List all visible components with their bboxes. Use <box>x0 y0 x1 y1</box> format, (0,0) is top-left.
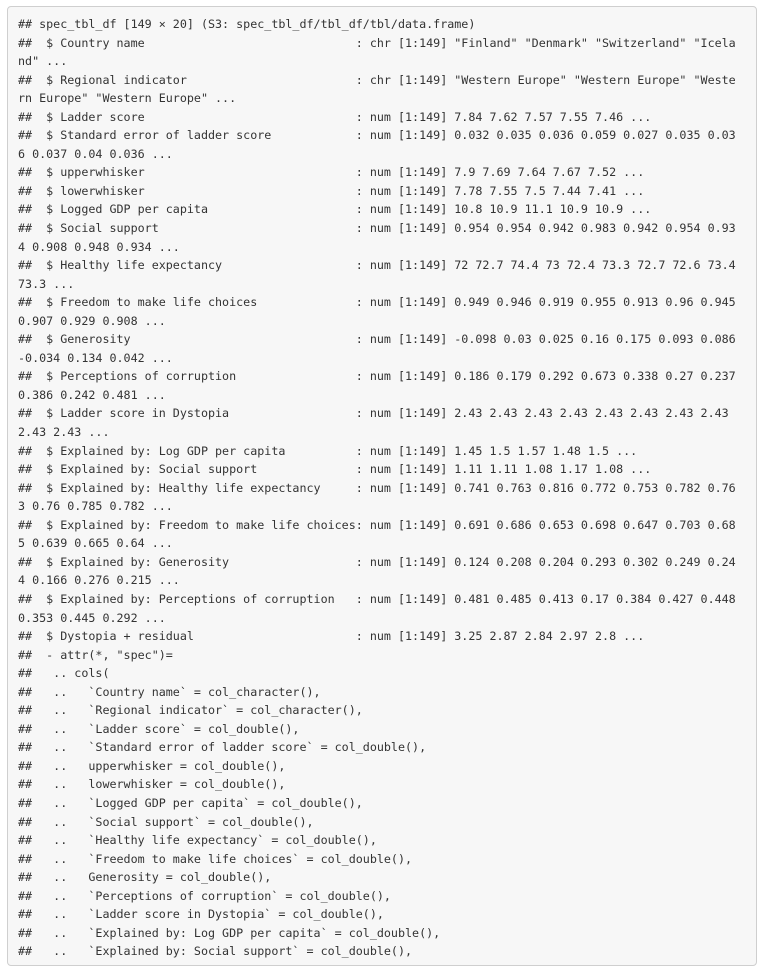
output-line: ## $ Country name : chr [1:149] "Finland" "Denmark" "Switzerland" "Icela <box>18 35 736 50</box>
output-line: ## $ Freedom to make life choices : num [1:149] 0.949 0.946 0.919 0.955 0.913 0.96 0.945 <box>18 295 736 310</box>
output-line: ## $ Ladder score : num [1:149] 7.84 7.62 7.57 7.55 7.46 ... <box>18 109 652 124</box>
output-line: ## $ Healthy life expectancy : num [1:149] 72 72.7 74.4 73 72.4 73.3 72.7 72.6 73.4 <box>18 258 736 273</box>
output-line: ## .. upperwhisker = col_double(), <box>18 758 286 773</box>
output-line: ## .. `Logged GDP per capita` = col_double(), <box>18 795 363 810</box>
output-line: ## $ Explained by: Log GDP per capita : num [1:149] 1.45 1.5 1.57 1.48 1.5 ... <box>18 443 638 458</box>
output-line: 6 0.037 0.04 0.036 ... <box>18 146 173 161</box>
output-line: 3 0.76 0.785 0.782 ... <box>18 499 173 514</box>
output-line: ## $ lowerwhisker : num [1:149] 7.78 7.55 7.5 7.44 7.41 ... <box>18 183 645 198</box>
output-line: ## $ Ladder score in Dystopia : num [1:149] 2.43 2.43 2.43 2.43 2.43 2.43 2.43 2.43 <box>18 406 729 421</box>
output-line: ## $ Explained by: Freedom to make life choices: num [1:149] 0.691 0.686 0.653 0.698 0.647 0.703 0.68 <box>18 517 736 532</box>
output-line: ## $ Explained by: Perceptions of corruption : num [1:149] 0.481 0.485 0.413 0.17 0.384 0.427 0.448 <box>18 591 736 606</box>
output-line: 5 0.639 0.665 0.64 ... <box>18 536 173 551</box>
output-line: ## $ Social support : num [1:149] 0.954 0.954 0.942 0.983 0.942 0.954 0.93 <box>18 221 736 236</box>
output-line: ## .. lowerwhisker = col_double(), <box>18 777 286 792</box>
output-line: ## $ Explained by: Generosity : num [1:149] 0.124 0.208 0.204 0.293 0.302 0.249 0.24 <box>18 554 736 569</box>
output-line: ## $ Explained by: Healthy life expectancy : num [1:149] 0.741 0.763 0.816 0.772 0.753 0.782 0.76 <box>18 480 736 495</box>
output-line: ## .. `Country name` = col_character(), <box>18 684 321 699</box>
output-line: 2.43 2.43 ... <box>18 425 110 440</box>
output-line: rn Europe" "Western Europe" ... <box>18 91 237 106</box>
output-line: ## .. `Standard error of ladder score` = col_double(), <box>18 740 427 755</box>
output-line: 0.386 0.242 0.481 ... <box>18 387 166 402</box>
output-line: 0.353 0.445 0.292 ... <box>18 610 166 625</box>
output-line: ## $ Regional indicator : chr [1:149] "Western Europe" "Western Europe" "Weste <box>18 72 736 87</box>
output-line: ## - attr(*, "spec")= <box>18 647 173 662</box>
output-line: ## $ Logged GDP per capita : num [1:149] 10.8 10.9 11.1 10.9 10.9 ... <box>18 202 652 217</box>
output-line: ## .. `Healthy life expectancy` = col_double(), <box>18 833 377 848</box>
output-line: ## $ upperwhisker : num [1:149] 7.9 7.69 7.64 7.67 7.52 ... <box>18 165 645 180</box>
output-line: ## .. `Explained by: Social support` = col_double(), <box>18 944 413 959</box>
output-line: ## .. `Ladder score in Dystopia` = col_double(), <box>18 907 384 922</box>
output-line: ## $ Perceptions of corruption : num [1:149] 0.186 0.179 0.292 0.673 0.338 0.27 0.237 <box>18 369 736 384</box>
output-line: ## .. `Ladder score` = col_double(), <box>18 721 300 736</box>
output-line: 0.907 0.929 0.908 ... <box>18 313 166 328</box>
output-line: ## .. `Freedom to make life choices` = col_double(), <box>18 851 413 866</box>
output-line: ## $ Generosity : num [1:149] -0.098 0.03 0.025 0.16 0.175 0.093 0.086 <box>18 332 736 347</box>
output-line: ## .. `Perceptions of corruption` = col_double(), <box>18 888 391 903</box>
output-line: ## $ Dystopia + residual : num [1:149] 3.25 2.87 2.84 2.97 2.8 ... <box>18 629 645 644</box>
output-line: ## .. `Regional indicator` = col_character(), <box>18 703 363 718</box>
output-line: -0.034 0.134 0.042 ... <box>18 350 173 365</box>
output-line: 4 0.166 0.276 0.215 ... <box>18 573 180 588</box>
output-line: ## $ Standard error of ladder score : num [1:149] 0.032 0.035 0.036 0.059 0.027 0.035 0.03 <box>18 128 736 143</box>
code-output-block <box>7 6 757 966</box>
output-line: ## $ Explained by: Social support : num [1:149] 1.11 1.11 1.08 1.17 1.08 ... <box>18 462 652 477</box>
output-line: nd" ... <box>18 54 68 69</box>
output-line: 4 0.908 0.948 0.934 ... <box>18 239 180 254</box>
output-line: ## .. Generosity = col_double(), <box>18 870 272 885</box>
output-line: ## spec_tbl_df [149 × 20] (S3: spec_tbl_df/tbl_df/tbl/data.frame) <box>18 17 476 31</box>
output-line: ## .. `Social support` = col_double(), <box>18 814 314 829</box>
output-line: 73.3 ... <box>18 276 75 291</box>
console-output <box>8 7 756 961</box>
output-line: ## .. `Explained by: Log GDP per capita` = col_double(), <box>18 925 441 940</box>
output-line: ## .. cols( <box>18 666 110 681</box>
